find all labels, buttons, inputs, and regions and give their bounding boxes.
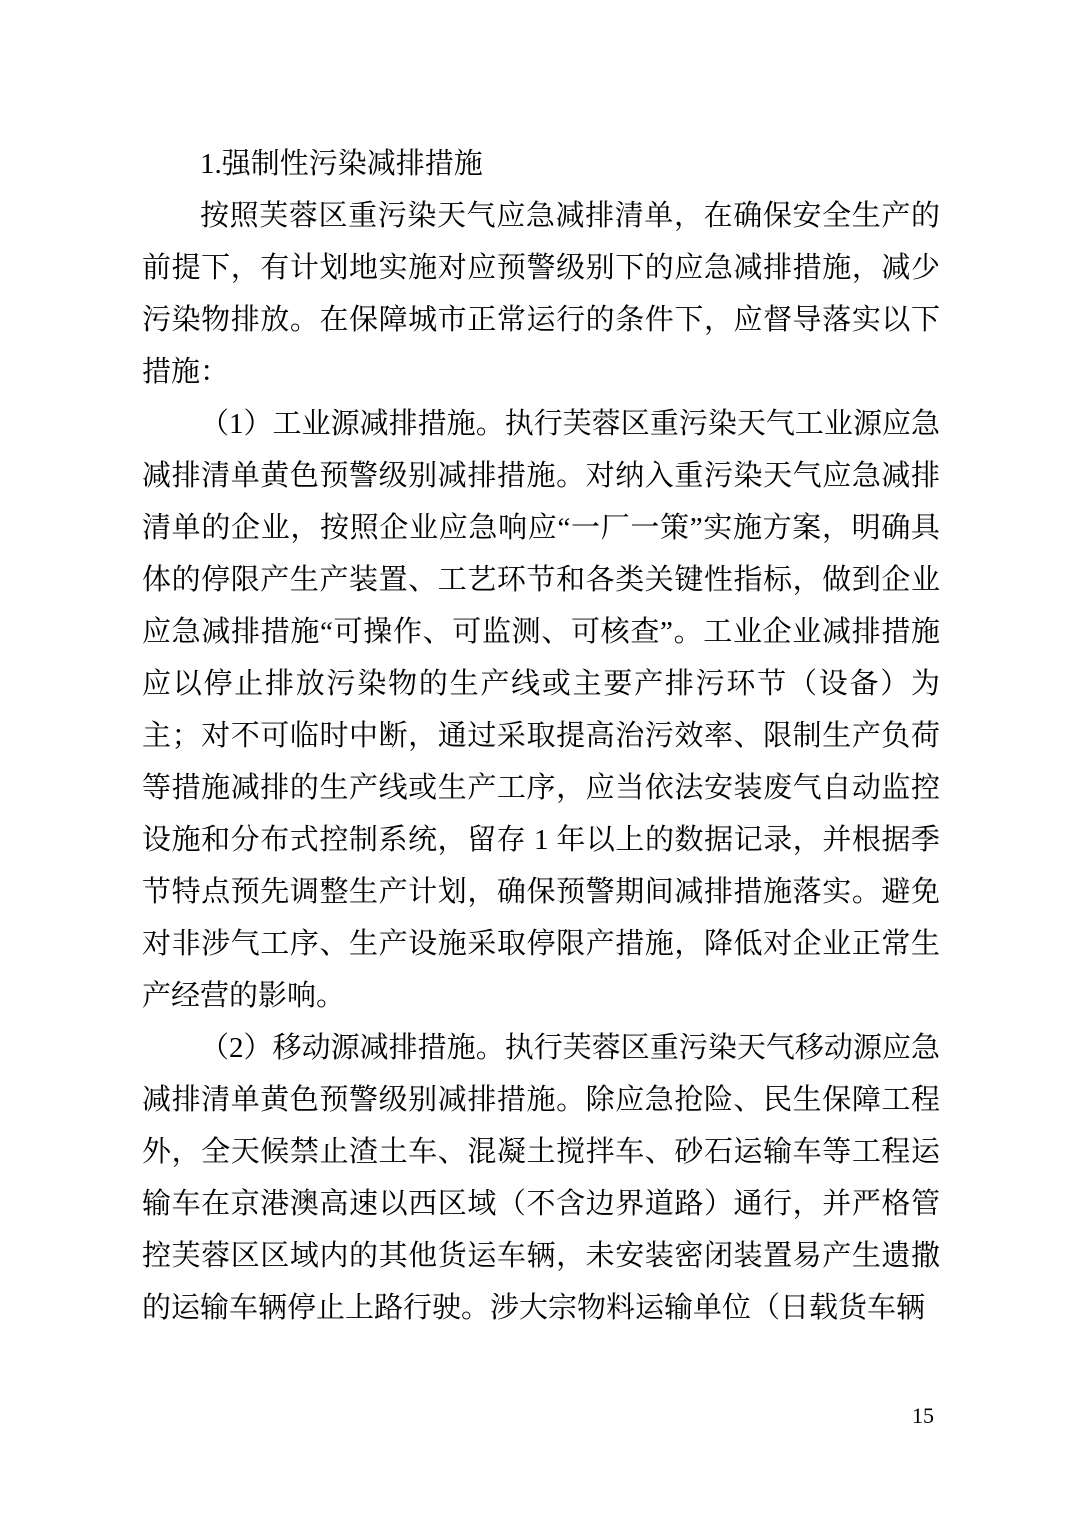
page-number: 15 [912, 1403, 934, 1428]
paragraph-mobile-source-measures: （2）移动源减排措施。执行芙蓉区重污染天气移动源应急减排清单黄色预警级别减排措施。除应急抢险、民生保障工程外，全天候禁止渣土车、混凝土搅拌车、砂石运输车等工程运输车在京港澳高速以西区域（不含边界道路）通行，并严格管控芙蓉区区域内的其他货运车辆，未安装密闭装置易产生遗撒的运输车辆停止上路行驶。涉大宗物料运输单位（日载货车辆 [142, 1032, 940, 1324]
paragraph-intro: 按照芙蓉区重污染天气应急减排清单，在确保安全生产的前提下，有计划地实施对应预警级别下的应急减排措施，减少污染物排放。在保障城市正常运行的条件下，应督导落实以下措施： [142, 200, 940, 388]
document-body [142, 138, 940, 1334]
section-heading: 1.强制性污染减排措施 [200, 148, 483, 180]
paragraph-industrial-source-measures: （1）工业源减排措施。执行芙蓉区重污染天气工业源应急减排清单黄色预警级别减排措施。对纳入重污染天气应急减排清单的企业，按照企业应急响应“一厂一策”实施方案，明确具体的停限产生产装置、工艺环节和各类关键性指标，做到企业应急减排措施“可操作、可监测、可核查”。工业企业减排措施应以停止排放污染物的生产线或主要产排污环节（设备）为主；对不可临时中断，通过采取提高治污效率、限制生产负荷等措施减排的生产线或生产工序，应当依法安装废气自动监控设施和分布式控制系统，留存 1 年以上的数据记录，并根据季节特点预先调整生产计划，确保预警期间减排措施落实。避免对非涉气工序、生产设施采取停限产措施，降低对企业正常生产经营的影响。 [142, 408, 940, 1012]
